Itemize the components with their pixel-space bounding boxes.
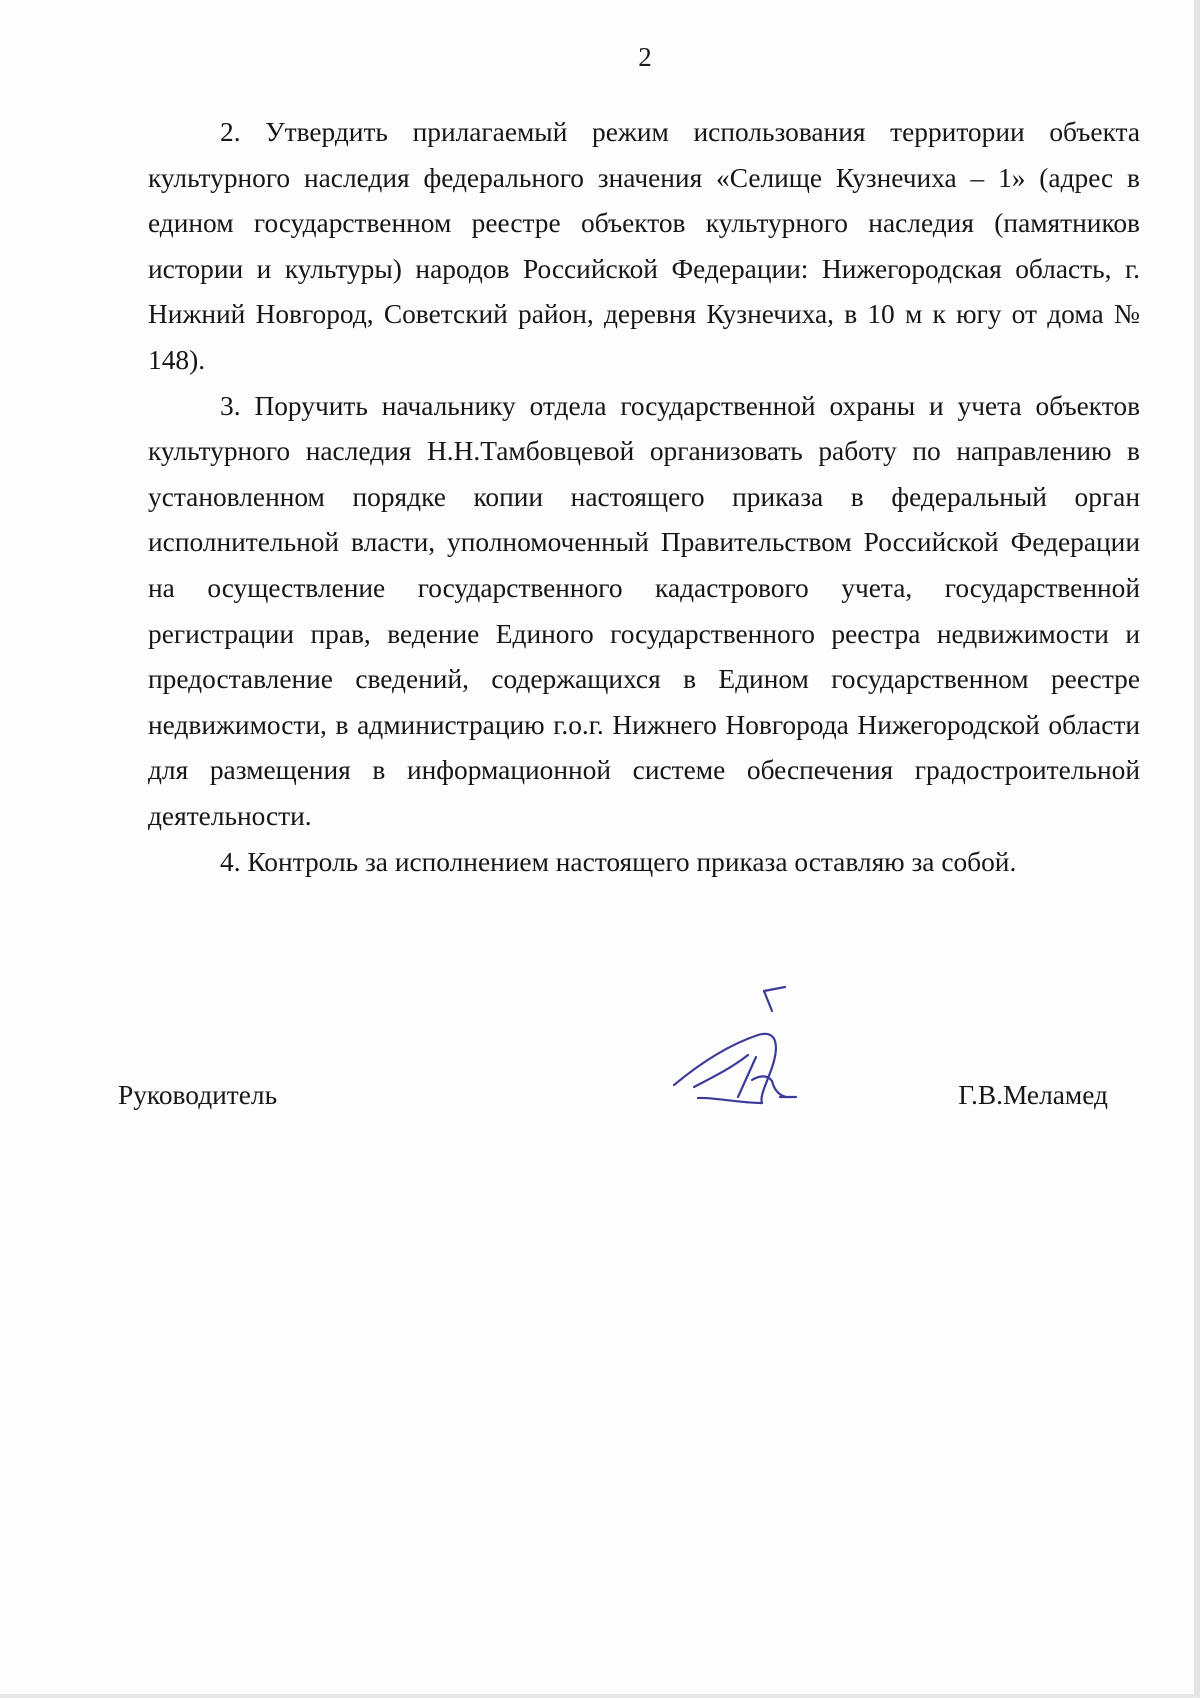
signature-block [118, 1080, 1108, 1120]
signatory-role: Руководитель [118, 1080, 278, 1110]
paragraph-3: 3. Поручить начальнику отдела государственной охраны и учета объектов культурного наследия Н.Н.Тамбовцевой организовать работу по направлению в установленном порядке копии настоящего приказа в федеральный орган исполнительной власти, уполномоченный Правительством Российской Федерации на осуществление государственного кадастрового учета, государственной регистрации прав, ведение Единого государственного реестра недвижимости и предоставление сведений, содержащихся в Едином государственном реестре недвижимости, в администрацию г.о.г. Нижнего Новгорода Нижегородской области для размещения в информационной системе обеспечения градостроительной деятельности. [148, 390, 1140, 831]
document-body [148, 110, 1140, 885]
paragraph-4: 4. Контроль за исполнением настоящего приказа оставляю за собой. [220, 846, 1017, 877]
page-number: 2 [638, 42, 652, 72]
signatory-name: Г.В.Меламед [958, 1080, 1108, 1110]
paragraph-2: 2. Утвердить прилагаемый режим использования территории объекта культурного наследия федерального значения «Селище Кузнечиха – 1» (адрес в едином государственном реестре объектов культурного наследия (памятников истории и культуры) народов Российской Федерации: Нижегородская область, г. Нижний Новгород, Советский район, деревня Кузнечиха, в 10 м к югу от дома № 148). [148, 117, 1140, 375]
